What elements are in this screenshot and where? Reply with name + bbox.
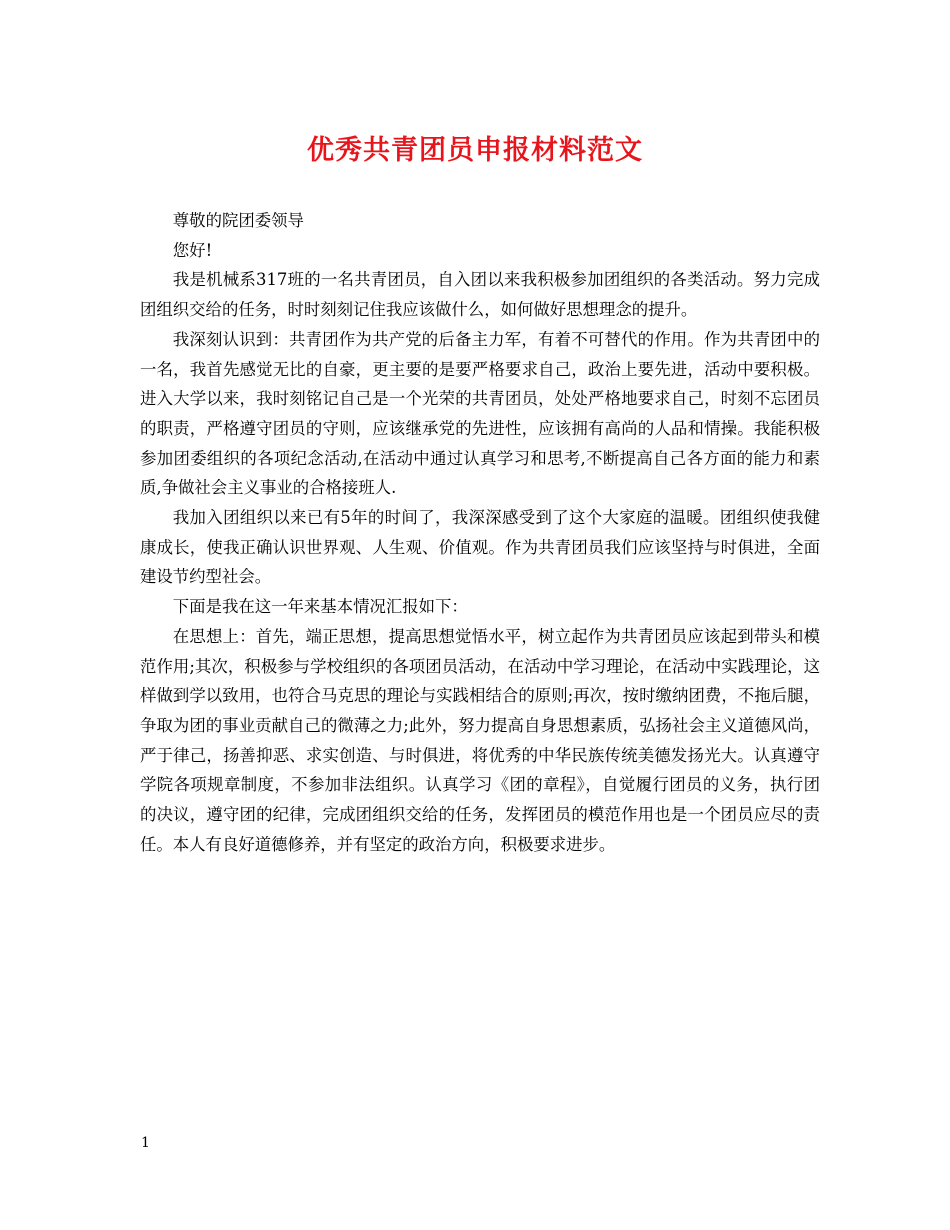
salutation: 尊敬的院团委领导: [172, 211, 304, 230]
document-title: 优秀共青团员申报材料范文: [307, 135, 643, 166]
paragraph-ideology: 在思想上：首先，端正思想，提高思想觉悟水平，树立起作为共青团员应该起到带头和模范作用;其次，积极参与学校组织的各项团员活动，在活动中学习理论，在活动中实践理论，这样做到学以致用，也符合马克思的理论与实践相结合的原则;再次，按时缴纳团费，不拖后腿，争取为团的事业贡献自己的微薄之力;此外，努力提高自身思想素质，弘扬社会主义道德风尚，严于律己，扬善抑恶、求实创造、与时俱进，将优秀的中华民族传统美德发扬光大。认真遵守学院各项规章制度，不参加非法组织。认真学习《团的章程》，自觉履行团员的义务，执行团的决议，遵守团的纪律，完成团组织交给的任务，发挥团员的模范作用也是一个团员应尽的责任。本人有良好道德修养，并有坚定的政治方向，积极要求进步。: [140, 626, 820, 854]
paragraph-report-intro: 下面是我在这一年来基本情况汇报如下：: [172, 597, 468, 617]
document-body: [140, 206, 820, 859]
paragraph-introduction: 我是机械系317班的一名共青团员，自入团以来我积极参加团组织的各类活动。努力完成团组织交给的任务，时时刻刻记住我应该做什么，如何做好思想理念的提升。: [140, 270, 820, 320]
paragraph-understanding: 我深刻认识到：共青团作为共产党的后备主力军，有着不可替代的作用。作为共青团中的一名，我首先感觉无比的自豪，更主要的是要严格要求自己，政治上要先进，活动中要积极。进入大学以来，我时刻铭记自己是一个光荣的共青团员，处处严格地要求自己，时刻不忘团员的职责，严格遵守团员的守则，应该继承党的先进性，应该拥有高尚的人品和情操。我能积极参加团委组织的各项纪念活动,在活动中通过认真学习和思考,不断提高自己各方面的能力和素质,争做社会主义事业的合格接班人.: [140, 329, 820, 498]
paragraph-growth: 我加入团组织以来已有5年的时间了，我深深感受到了这个大家庭的温暖。团组织使我健康成长，使我正确认识世界观、人生观、价值观。作为共青团员我们应该坚持与时俱进，全面建设节约型社会。: [140, 508, 820, 587]
greeting: 您好!: [172, 240, 213, 260]
page-number: 1: [141, 1135, 150, 1151]
